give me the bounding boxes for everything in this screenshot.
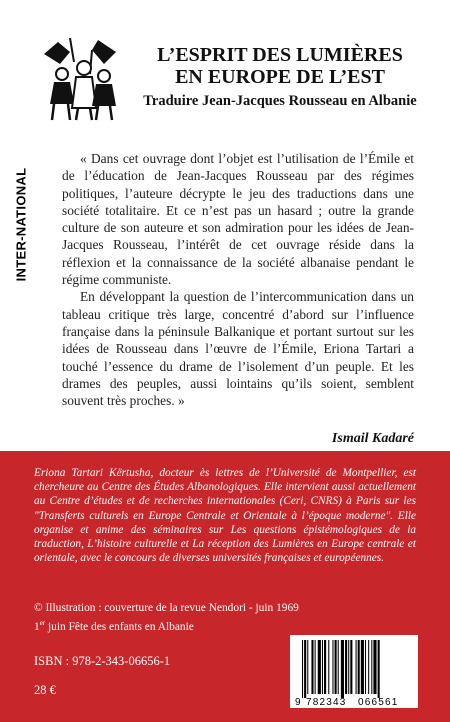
barcode-first-digit: 9 (295, 697, 301, 708)
quote-paragraph-2: En développant la question de l’intercommunication dans un tableau critique très large, concentré d’abord sur l’influence française dans la péninsule Balkanique et portant surtout sur les idées de Rousseau dans l’œuvre de l’Émile, Eriona Tartari a touché l’essence du drame de l’isolement d’un peuple. Et les drames des peuples, aussi lointains qu’ils soient, semblent souvent très proches. » (62, 289, 414, 409)
barcode-bar (361, 640, 364, 694)
barcode-left-digits: 782343 (306, 697, 347, 708)
barcode-bar (332, 640, 333, 694)
book-title-line-2: EN EUROPE DE L’EST (175, 66, 385, 88)
barcode-bar (311, 640, 313, 694)
barcode-bar (307, 640, 308, 694)
series-label (12, 162, 29, 286)
price: 28 € (34, 683, 56, 697)
credits-day: 1 (34, 620, 40, 633)
barcode-bar (341, 640, 344, 698)
illustration-credits (34, 601, 364, 634)
barcode-bar (373, 640, 376, 694)
book-title-line-1: L’ESPRIT DES LUMIÈRES (157, 44, 403, 66)
quote-author: Ismail Kadaré (331, 431, 414, 446)
back-cover-quote (62, 150, 414, 409)
credits-line-1: © Illustration : couverture de la revue Nendori - juin 1969 (34, 602, 299, 614)
isbn-number: ISBN : 978-2-343-06656-1 (34, 654, 171, 668)
credits-line-2-text: juin Fête des enfants en Albanie (45, 620, 194, 633)
children-illustration-logo (40, 34, 128, 122)
series-label-text: INTER-NATIONAL (13, 167, 29, 281)
barcode-bar (315, 640, 316, 694)
barcode-graphic (290, 635, 418, 708)
barcode-bar (378, 640, 380, 698)
barcode-right-digits: 066561 (358, 697, 399, 708)
book-subtitle: Traduire Jean-Jacques Rousseau en Albanie (143, 93, 417, 109)
barcode-bar (350, 640, 352, 694)
author-biography: Eriona Tartari Kërtusha, docteur ès lettres de l’Université de Montpellier, est chercheure au Centre des Études Albanologiques. Elle intervient aussi actuellement au Centre d’études et de recherches internationales (Ceri, CNRS) à Paris sur les "Transferts culturels en Europe Centrale et Orientale à l’époque moderne". Elle organise et anime des séminaires sur Les questions épistémologiques de la traduction, L’histoire culturelle et La réception des Lumières en Europe centrale et orientale, avec le concours de diverses universités françaises et européennes. (34, 467, 416, 565)
barcode-bar (371, 640, 372, 694)
barcode-bar (318, 640, 321, 694)
barcode-bar (345, 640, 347, 694)
barcode-bar (368, 640, 369, 694)
barcode-bar (328, 640, 329, 694)
barcode-bars (302, 640, 380, 698)
barcode-bar (302, 640, 303, 698)
barcode (290, 635, 418, 708)
barcode-bar (322, 640, 323, 694)
barcode-bar (348, 640, 349, 694)
barcode-bar (365, 640, 366, 694)
barcode-bar (356, 640, 357, 694)
barcode-bar (358, 640, 360, 694)
barcode-bar (324, 640, 326, 694)
book-title (120, 44, 440, 88)
quote-paragraph-1: « Dans cet ouvrage dont l’objet est l’utilisation de l’Émile et de l’éducation de Jean-Jacques Rousseau par des régimes politiques, l’auteure décrypte le jeu des traductions dans une société totalitaire. Et ce n’est pas un hasard ; outre la grande culture de son auteure et son admiration pour les idées de Jean-Jacques Rousseau, l’intérêt de cet ouvrage réside dans la réflexion et la connaissance de la société albanaise pendant le régime communiste. (62, 151, 414, 288)
credits-ordinal: er (39, 618, 46, 627)
barcode-bar (304, 640, 306, 698)
barcode-bar (338, 640, 339, 694)
credits-line-2 (34, 616, 364, 634)
barcode-bar (335, 640, 337, 694)
